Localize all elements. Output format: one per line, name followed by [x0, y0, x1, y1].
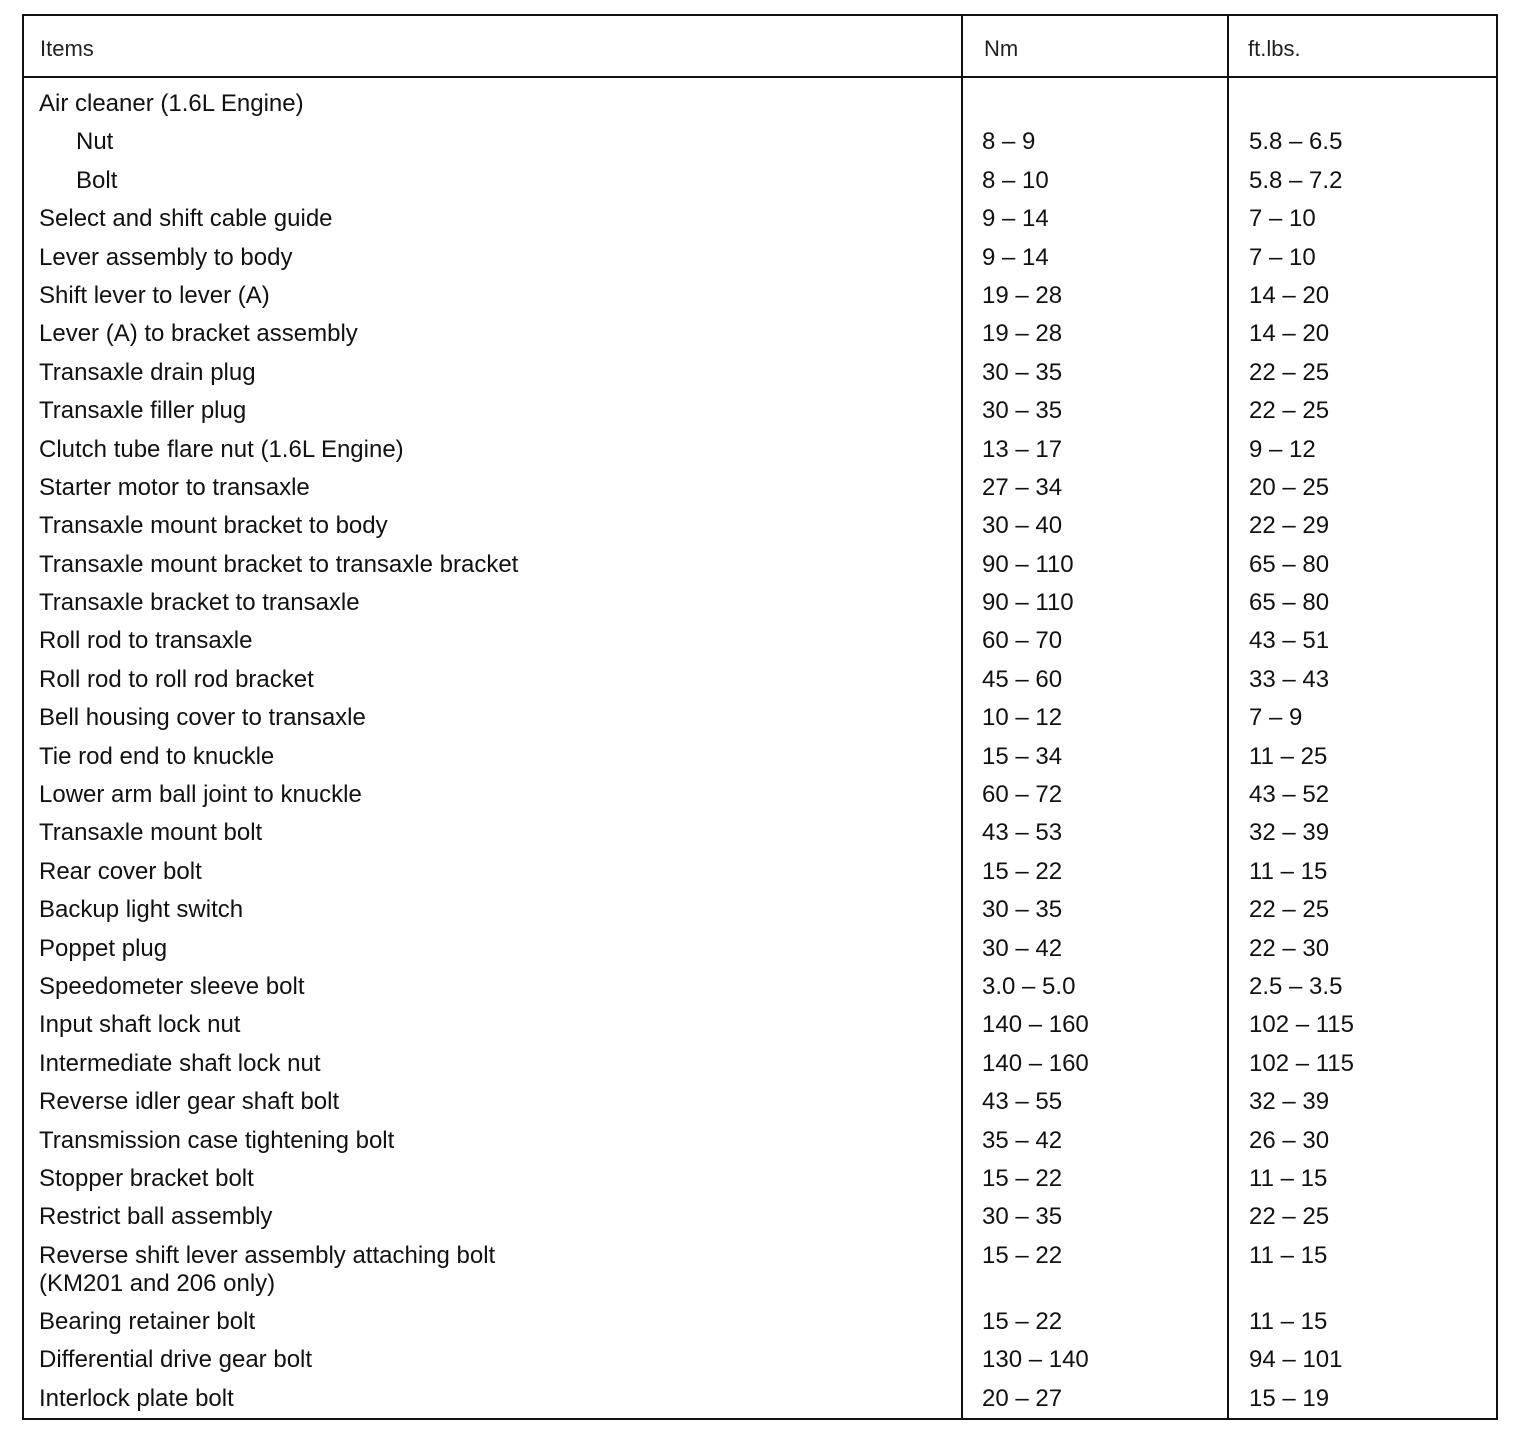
nm-value: 15 – 22	[982, 857, 1063, 885]
item-label: Starter motor to transaxle	[39, 473, 310, 501]
item-label: Transaxle mount bracket to transaxle bracket	[39, 550, 519, 578]
item-label: Select and shift cable guide	[39, 205, 333, 233]
item-cell	[39, 397, 246, 425]
item-label: Bell housing cover to transaxle	[39, 704, 366, 732]
table-row	[24, 625, 1496, 663]
table-row	[24, 702, 1496, 740]
item-cell	[39, 1242, 495, 1298]
item-label: Interlock plate bolt	[39, 1384, 234, 1412]
item-label: Nut	[76, 128, 114, 156]
table-row	[24, 817, 1496, 855]
nm-value: 10 – 12	[982, 704, 1063, 732]
table-row	[24, 280, 1496, 318]
ftlbs-value: 11 – 15	[1249, 857, 1328, 885]
item-cell	[39, 627, 252, 655]
table-row	[24, 587, 1496, 625]
item-cell	[39, 551, 518, 579]
item-cell	[39, 320, 358, 348]
table-row	[24, 472, 1496, 510]
table-row	[24, 1009, 1496, 1047]
nm-value: 140 – 160	[982, 1049, 1089, 1077]
table-row	[24, 549, 1496, 587]
ftlbs-value: 32 – 39	[1249, 819, 1330, 847]
nm-value: 30 – 40	[982, 512, 1063, 540]
table-row	[24, 1201, 1496, 1239]
nm-value: 43 – 55	[982, 1088, 1063, 1116]
table-row	[24, 779, 1496, 817]
ftlbs-value: 20 – 25	[1249, 473, 1330, 501]
item-cell	[39, 666, 314, 694]
ftlbs-value: 22 – 25	[1249, 358, 1330, 386]
ftlbs-value: 22 – 25	[1249, 896, 1330, 924]
header-divider	[24, 76, 1496, 78]
item-label: Bolt	[76, 166, 118, 194]
item-cell	[39, 704, 366, 732]
ftlbs-value: 94 – 101	[1249, 1346, 1343, 1374]
ftlbs-value: 11 – 25	[1249, 742, 1328, 770]
item-cell	[39, 1346, 312, 1374]
ftlbs-value: 65 – 80	[1249, 589, 1330, 617]
item-cell	[39, 1385, 234, 1413]
ftlbs-value: 22 – 25	[1249, 397, 1330, 425]
table-row	[24, 1125, 1496, 1163]
ftlbs-value: 5.8 – 6.5	[1249, 128, 1343, 156]
nm-value: 45 – 60	[982, 665, 1063, 693]
ftlbs-value: 11 – 15	[1249, 1307, 1328, 1335]
nm-value: 60 – 70	[982, 627, 1063, 655]
item-cell	[39, 858, 202, 886]
item-cell	[39, 282, 270, 310]
table-row	[24, 434, 1496, 472]
ftlbs-value: 102 – 115	[1249, 1049, 1354, 1077]
ftlbs-value: 2.5 – 3.5	[1249, 972, 1343, 1000]
ftlbs-value: 43 – 52	[1249, 781, 1330, 809]
item-label: Lower arm ball joint to knuckle	[39, 781, 362, 809]
torque-spec-table	[22, 14, 1498, 1420]
ftlbs-value: 22 – 29	[1249, 512, 1330, 540]
ftlbs-value: 7 – 10	[1249, 243, 1316, 271]
nm-value: 19 – 28	[982, 320, 1063, 348]
table-row	[24, 165, 1496, 203]
item-cell	[39, 512, 388, 540]
item-label: Reverse idler gear shaft bolt	[39, 1088, 340, 1116]
ftlbs-value: 22 – 30	[1249, 934, 1330, 962]
nm-value: 19 – 28	[982, 281, 1063, 309]
item-label: Lever (A) to bracket assembly	[39, 320, 358, 348]
item-cell	[39, 1050, 320, 1078]
table-row	[24, 126, 1496, 164]
nm-value: 15 – 22	[982, 1307, 1063, 1335]
table-row	[24, 1383, 1496, 1421]
item-cell	[76, 167, 117, 195]
item-cell	[39, 1203, 272, 1231]
item-label: Air cleaner (1.6L Engine)	[39, 90, 304, 117]
nm-value: 8 – 10	[982, 166, 1049, 194]
item-cell	[39, 1011, 240, 1039]
table-row	[24, 933, 1496, 971]
item-cell	[76, 128, 113, 156]
item-label: Speedometer sleeve bolt	[39, 972, 305, 1000]
nm-value: 30 – 35	[982, 397, 1063, 425]
table-row	[24, 741, 1496, 779]
ftlbs-value: 26 – 30	[1249, 1126, 1330, 1154]
table-row	[24, 357, 1496, 395]
ftlbs-value: 43 – 51	[1249, 627, 1330, 655]
item-label: Lever assembly to body	[39, 243, 293, 271]
nm-value: 43 – 53	[982, 819, 1063, 847]
item-label: Transaxle mount bracket to body	[39, 512, 388, 540]
item-label: Intermediate shaft lock nut	[39, 1049, 321, 1077]
ftlbs-value: 102 – 115	[1249, 1011, 1354, 1039]
item-label: Tie rod end to knuckle	[39, 742, 275, 770]
ftlbs-value: 14 – 20	[1249, 281, 1330, 309]
ftlbs-value: 15 – 19	[1249, 1384, 1330, 1412]
ftlbs-value: 9 – 12	[1249, 435, 1316, 463]
table-row	[24, 1163, 1496, 1201]
item-cell	[39, 935, 167, 963]
table-row	[24, 1306, 1496, 1344]
nm-value: 130 – 140	[982, 1346, 1089, 1374]
item-cell	[39, 90, 304, 118]
item-cell	[39, 781, 362, 809]
item-label-note: (KM201 and 206 only)	[39, 1269, 276, 1297]
table-row	[24, 894, 1496, 932]
nm-value: 15 – 22	[982, 1164, 1063, 1192]
nm-value: 60 – 72	[982, 781, 1063, 809]
item-label: Input shaft lock nut	[39, 1011, 241, 1039]
item-label: Transaxle filler plug	[39, 397, 247, 425]
nm-value: 9 – 14	[982, 243, 1049, 271]
nm-value: 20 – 27	[982, 1384, 1063, 1412]
item-cell	[39, 244, 292, 272]
header-items: Items	[40, 36, 94, 61]
nm-value: 140 – 160	[982, 1011, 1089, 1039]
ftlbs-value: 5.8 – 7.2	[1249, 166, 1343, 194]
item-label: Bearing retainer bolt	[39, 1307, 256, 1335]
nm-value: 8 – 9	[982, 128, 1036, 156]
item-cell	[39, 1165, 254, 1193]
item-cell	[39, 205, 333, 233]
table-row	[24, 1240, 1496, 1306]
ftlbs-value: 11 – 15	[1249, 1164, 1328, 1192]
table-row	[24, 203, 1496, 241]
item-cell	[39, 589, 360, 617]
table-body	[24, 88, 1496, 1421]
item-label: Transaxle mount bolt	[39, 819, 263, 847]
item-label: Backup light switch	[39, 896, 244, 924]
nm-value: 13 – 17	[982, 435, 1063, 463]
item-cell	[39, 819, 262, 847]
ftlbs-value: 65 – 80	[1249, 550, 1330, 578]
table-row	[24, 88, 1496, 126]
table-row	[24, 510, 1496, 548]
item-label: Poppet plug	[39, 934, 168, 962]
item-cell	[39, 1088, 339, 1116]
table-row	[24, 664, 1496, 702]
table-row	[24, 395, 1496, 433]
nm-value: 90 – 110	[982, 589, 1074, 617]
ftlbs-value: 14 – 20	[1249, 320, 1330, 348]
item-cell	[39, 973, 305, 1001]
table-row	[24, 971, 1496, 1009]
table-row	[24, 1086, 1496, 1124]
table-row	[24, 1048, 1496, 1086]
nm-value: 90 – 110	[982, 550, 1074, 578]
nm-value: 9 – 14	[982, 205, 1049, 233]
ftlbs-value: 7 – 9	[1249, 704, 1303, 732]
item-label: Roll rod to transaxle	[39, 627, 253, 655]
table-row	[24, 242, 1496, 280]
item-label: Clutch tube flare nut (1.6L Engine)	[39, 435, 404, 463]
ftlbs-value: 33 – 43	[1249, 665, 1330, 693]
nm-value: 30 – 42	[982, 934, 1063, 962]
item-cell	[39, 896, 243, 924]
item-cell	[39, 1308, 255, 1336]
table-row	[24, 318, 1496, 356]
item-label: Reverse shift lever assembly attaching bolt	[39, 1241, 496, 1269]
nm-value: 27 – 34	[982, 473, 1063, 501]
table-row	[24, 1344, 1496, 1382]
item-label: Stopper bracket bolt	[39, 1164, 254, 1192]
item-cell	[39, 1127, 394, 1155]
nm-value: 15 – 34	[982, 742, 1063, 770]
nm-value: 15 – 22	[982, 1241, 1063, 1269]
item-label: Differential drive gear bolt	[39, 1346, 313, 1374]
item-label: Shift lever to lever (A)	[39, 281, 270, 309]
nm-value: 30 – 35	[982, 358, 1063, 386]
ftlbs-value: 11 – 15	[1249, 1241, 1328, 1269]
header-ftlbs: ft.lbs.	[1248, 36, 1301, 61]
item-label: Restrict ball assembly	[39, 1203, 273, 1231]
item-label: Roll rod to roll rod bracket	[39, 665, 314, 693]
ftlbs-value: 7 – 10	[1249, 205, 1316, 233]
ftlbs-value: 22 – 25	[1249, 1203, 1330, 1231]
item-label: Rear cover bolt	[39, 857, 202, 885]
header-nm: Nm	[984, 36, 1019, 61]
item-label: Transaxle drain plug	[39, 358, 256, 386]
nm-value: 30 – 35	[982, 1203, 1063, 1231]
item-cell	[39, 743, 274, 771]
item-label: Transmission case tightening bolt	[39, 1126, 395, 1154]
nm-value: 30 – 35	[982, 896, 1063, 924]
item-label: Transaxle bracket to transaxle	[39, 589, 360, 617]
nm-value: 3.0 – 5.0	[982, 972, 1076, 1000]
item-cell	[39, 436, 404, 464]
item-cell	[39, 359, 256, 387]
nm-value: 35 – 42	[982, 1126, 1063, 1154]
ftlbs-value: 32 – 39	[1249, 1088, 1330, 1116]
table-row	[24, 856, 1496, 894]
item-cell	[39, 474, 310, 502]
